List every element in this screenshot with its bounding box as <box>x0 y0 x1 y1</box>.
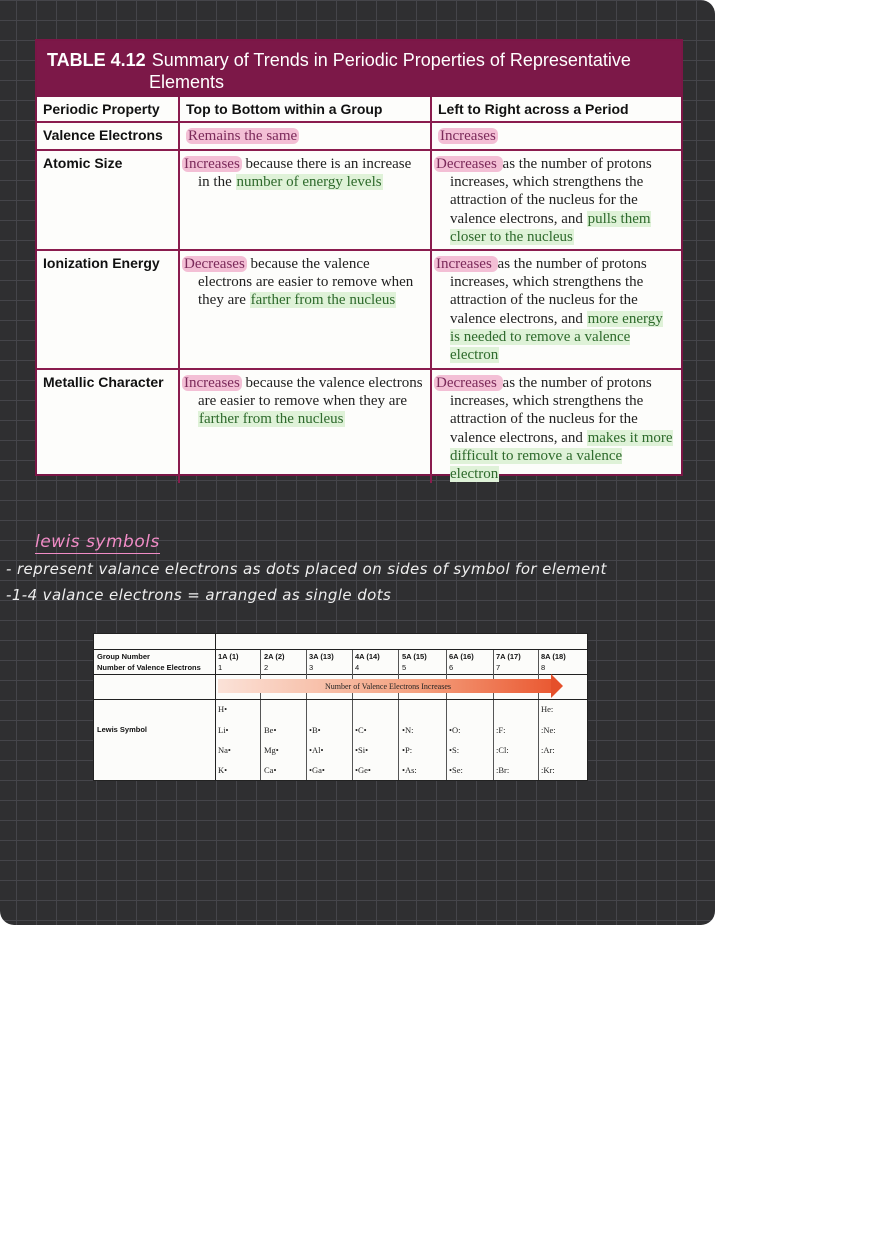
lewis-kr: :Kr: <box>541 765 555 775</box>
group-4a: 4A (14) <box>355 652 380 661</box>
lewis-br: :Br: <box>496 765 510 775</box>
table-title-line2: Elements <box>149 72 225 92</box>
group-3a: 3A (13) <box>309 652 334 661</box>
lewis-na: Na• <box>218 745 231 755</box>
highlight-text: Decreases <box>436 375 501 391</box>
lewis-cl: :Cl: <box>496 745 509 755</box>
col-divider <box>352 650 353 780</box>
valence-count: 8 <box>541 663 546 672</box>
valence-count: 1 <box>218 663 223 672</box>
property-label: Ionization Energy <box>37 251 180 368</box>
highlight-text: Increases <box>184 375 240 391</box>
col-divider <box>306 650 307 780</box>
header-left-to-right: Left to Right across a Period <box>438 101 629 117</box>
col-divider <box>493 650 494 780</box>
valence-count: 7 <box>496 663 501 672</box>
lewis-ar: :Ar: <box>541 745 555 755</box>
header-periodic-property: Periodic Property <box>37 97 180 121</box>
table-number: TABLE 4.12 <box>47 50 146 70</box>
group-1a: 1A (1) <box>218 652 239 661</box>
trend-text: as the number of protons increases, which strengthens the attraction of the nucleus for the valence electrons, and <box>450 375 652 446</box>
green-highlight-text: more energy is needed to remove a valence electron <box>450 310 663 364</box>
period-trend <box>432 370 681 483</box>
green-highlight-text: makes it more difficult to remove a valence electron <box>450 429 673 483</box>
lewis-p: •P: <box>402 745 413 755</box>
property-label: Metallic Character <box>37 370 180 483</box>
highlight-text: Increases <box>184 156 240 172</box>
lewis-be: Be• <box>264 725 277 735</box>
group-6a: 6A (16) <box>449 652 474 661</box>
highlight-text: Decreases <box>184 256 245 272</box>
valence-count: 4 <box>355 663 360 672</box>
periodic-trends-table <box>35 39 683 483</box>
row-metallic-character <box>37 370 681 483</box>
valence-count: 6 <box>449 663 454 672</box>
col-divider <box>398 650 399 780</box>
label-valence-number: Number of Valence Electrons <box>97 663 201 672</box>
trend-text: because there is an increase in the <box>198 156 412 191</box>
lewis-c: •C• <box>355 725 367 735</box>
lewis-f: :F: <box>496 725 506 735</box>
lewis-ca: Ca• <box>264 765 277 775</box>
highlight-text: Increases <box>436 256 496 272</box>
highlight-text: Remains the same <box>188 128 298 144</box>
group-2a: 2A (2) <box>264 652 285 661</box>
valence-count: 3 <box>309 663 314 672</box>
lewis-label-divider <box>215 634 216 780</box>
lewis-n: •N: <box>402 725 414 735</box>
group-8a: 8A (18) <box>541 652 566 661</box>
col-divider <box>260 650 261 780</box>
green-highlight-text: pulls them closer to the nucleus <box>450 210 651 245</box>
table-title <box>37 41 681 97</box>
lewis-h: H• <box>218 704 228 714</box>
group-trend <box>180 123 432 149</box>
valence-count: 2 <box>264 663 269 672</box>
arrow-label: Number of Valence Electrons Increases <box>324 682 452 691</box>
note-line-2: -1-4 valance electrons = arranged as single dots <box>6 586 392 604</box>
arrow-row <box>94 674 587 700</box>
green-highlight-text: farther from the nucleus <box>250 292 396 309</box>
table-title-line1: Summary of Trends in Periodic Properties of Representative <box>151 50 631 70</box>
lewis-he: He: <box>541 704 554 714</box>
header-top-to-bottom: Top to Bottom within a Group <box>180 97 432 121</box>
highlight-text: Increases <box>440 128 496 144</box>
lewis-ge: •Ge• <box>355 765 371 775</box>
lewis-o: •O: <box>449 725 461 735</box>
valence-count: 5 <box>402 663 407 672</box>
highlight-text: Decreases <box>436 156 501 172</box>
col-divider <box>538 650 539 780</box>
period-trend <box>432 123 681 149</box>
period-trend <box>432 251 681 368</box>
lewis-top-band <box>94 634 587 650</box>
property-label: Valence Electrons <box>37 123 180 149</box>
trend-text: because the valence electrons are easier to remove when they are <box>198 256 414 309</box>
period-trend <box>432 151 681 249</box>
lewis-ne: :Ne: <box>541 725 556 735</box>
property-label: Atomic Size <box>37 151 180 249</box>
table-header-row <box>37 97 681 123</box>
label-lewis-symbol: Lewis Symbol <box>97 725 148 734</box>
row-valence-electrons <box>37 123 681 151</box>
label-group-number: Group Number <box>97 652 150 661</box>
group-trend <box>180 151 432 249</box>
lewis-si: •Si• <box>355 745 369 755</box>
trend-text: because the valence electrons are easier to remove when they are <box>198 375 423 410</box>
green-highlight-text: number of energy levels <box>236 174 382 191</box>
lewis-ga: •Ga• <box>309 765 325 775</box>
group-7a: 7A (17) <box>496 652 521 661</box>
lewis-mg: Mg• <box>264 745 279 755</box>
group-trend <box>180 251 432 368</box>
group-5a: 5A (15) <box>402 652 427 661</box>
trend-text: as the number of protons increases, which strengthens the attraction of the nucleus for the valence electrons, and <box>450 156 652 227</box>
lewis-k: K• <box>218 765 228 775</box>
lewis-al: •Al• <box>309 745 324 755</box>
group-trend <box>180 370 432 483</box>
lewis-s: •S: <box>449 745 460 755</box>
col-divider <box>446 650 447 780</box>
lewis-li: Li• <box>218 725 229 735</box>
lewis-as: •As: <box>402 765 417 775</box>
green-highlight-text: farther from the nucleus <box>199 411 344 428</box>
lewis-symbols-table <box>93 633 588 781</box>
lewis-se: •Se: <box>449 765 463 775</box>
lewis-b: •B• <box>309 725 321 735</box>
note-line-1: - represent valance electrons as dots placed on sides of symbol for element <box>6 560 607 578</box>
row-atomic-size <box>37 151 681 251</box>
notes-heading: lewis symbols <box>35 532 160 552</box>
row-ionization-energy <box>37 251 681 370</box>
trend-text: as the number of protons increases, which strengthens the attraction of the nucleus for the valence electrons, and <box>450 256 647 327</box>
